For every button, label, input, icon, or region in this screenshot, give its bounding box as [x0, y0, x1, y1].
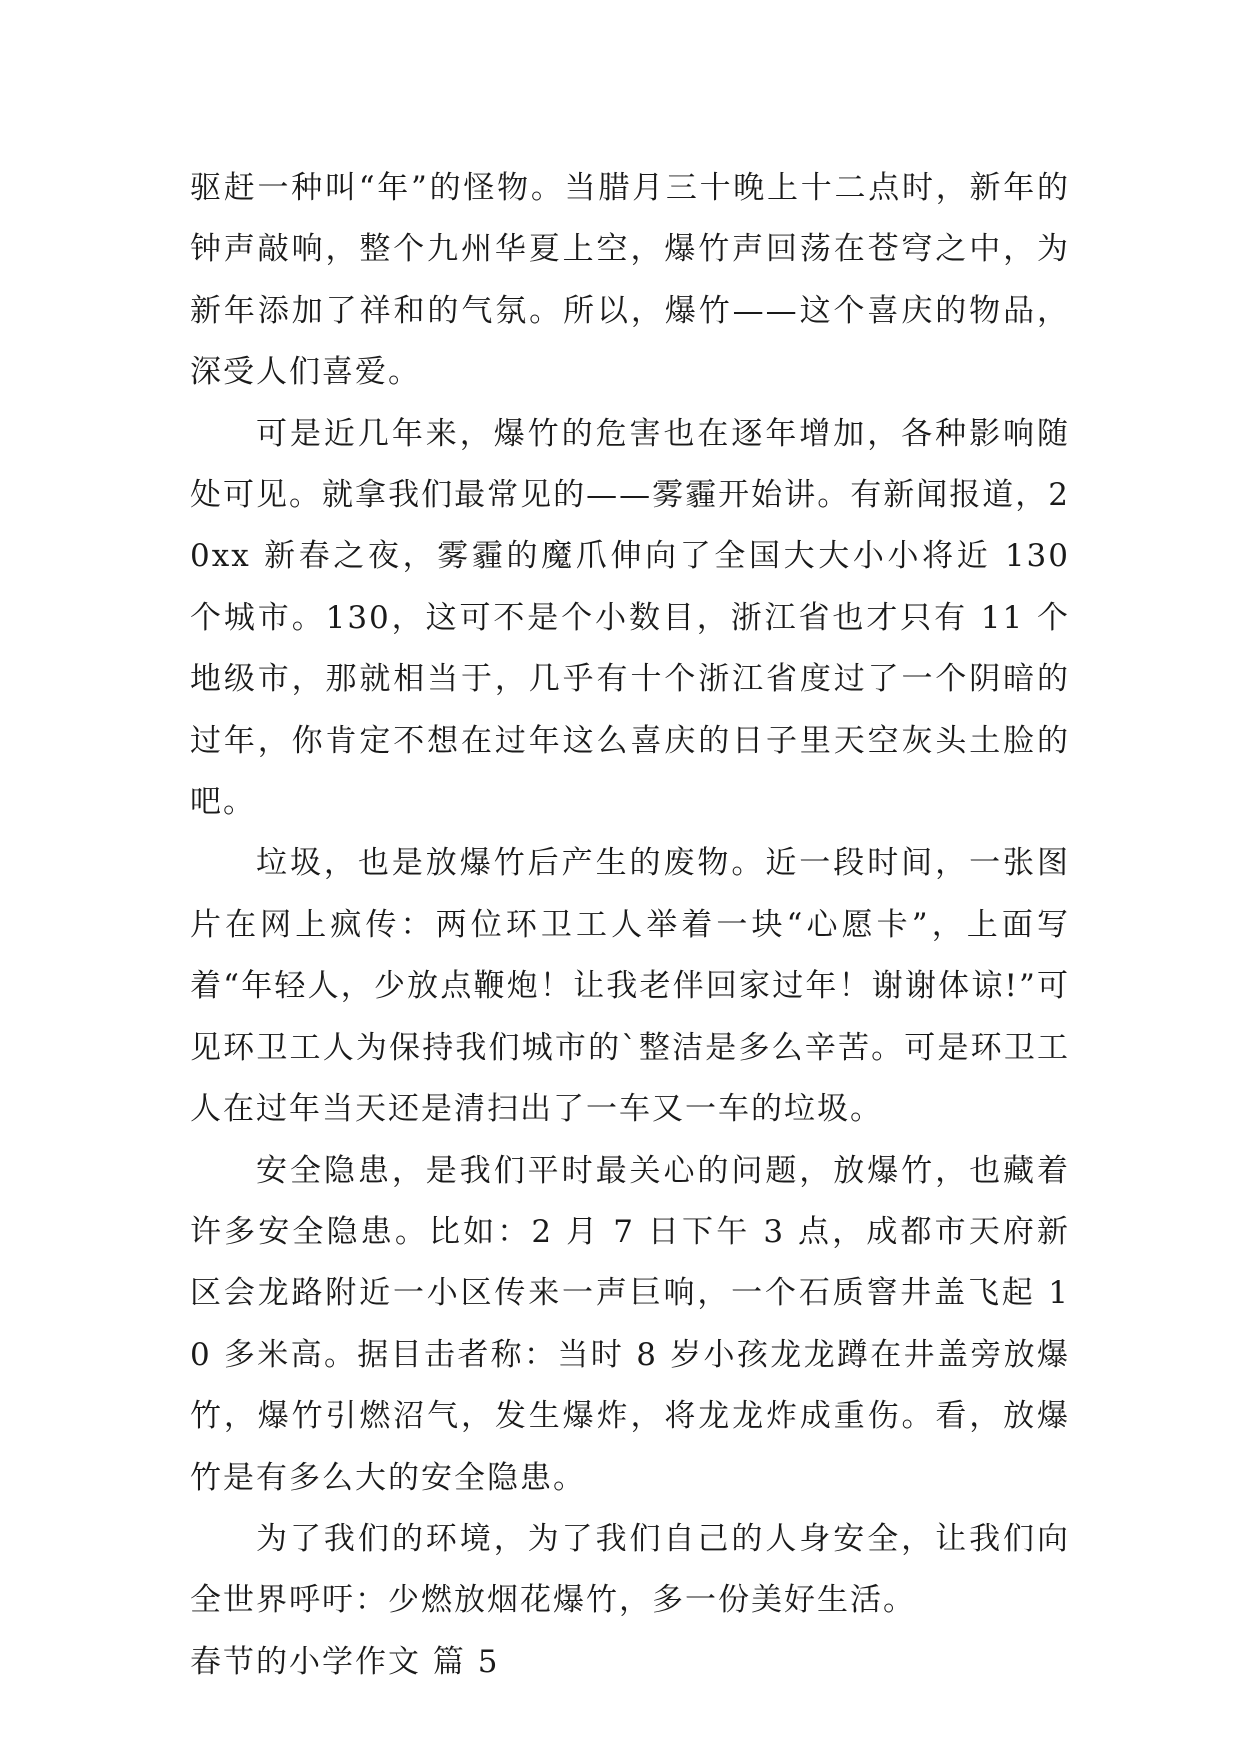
- paragraph-2: 可是近几年来，爆竹的危害也在逐年增加，各种影响随处可见。就拿我们最常见的——雾霾开始讲。有新闻报道，20xx 新春之夜，雾霾的魔爪伸向了全国大大小小将近 130 个城市。130，这可不是个小数目，浙江省也才只有 11 个地级市，那就相当于，几乎有十个浙江省度过了一个阴暗的过年，你肯定不想在过年这么喜庆的日子里天空灰头土脸的吧。: [190, 415, 1070, 821]
- paragraph-1: 驱赶一种叫“年”的怪物。当腊月三十晚上十二点时，新年的钟声敲响，整个九州华夏上空，爆竹声回荡在苍穹之中，为新年添加了祥和的气氛。所以，爆竹——这个喜庆的物品，深受人们喜爱。: [190, 170, 1070, 391]
- document-body: [190, 158, 1070, 1693]
- paragraph-4: 安全隐患，是我们平时最关心的问题，放爆竹，也藏着许多安全隐患。比如：2 月 7 日下午 3 点，成都市天府新区会龙路附近一小区传来一声巨响，一个石质窨井盖飞起 10 多米高。据目击者称：当时 8 岁小孩龙龙蹲在井盖旁放爆竹，爆竹引燃沼气，发生爆炸，将龙龙炸成重伤。看，放爆竹是有多么大的安全隐患。: [190, 1152, 1070, 1496]
- section-heading: 春节的小学作文 篇 5: [190, 1643, 500, 1680]
- paragraph-3: 垃圾，也是放爆竹后产生的废物。近一段时间，一张图片在网上疯传：两位环卫工人举着一块“心愿卡”，上面写着“年轻人，少放点鞭炮！让我老伴回家过年！谢谢体谅!”可见环卫工人为保持我们城市的`整洁是多么辛苦。可是环卫工人在过年当天还是清扫出了一车又一车的垃圾。: [190, 845, 1070, 1128]
- paragraph-5: 为了我们的环境，为了我们自己的人身安全，让我们向全世界呼吁：少燃放烟花爆竹，多一份美好生活。: [190, 1520, 1070, 1619]
